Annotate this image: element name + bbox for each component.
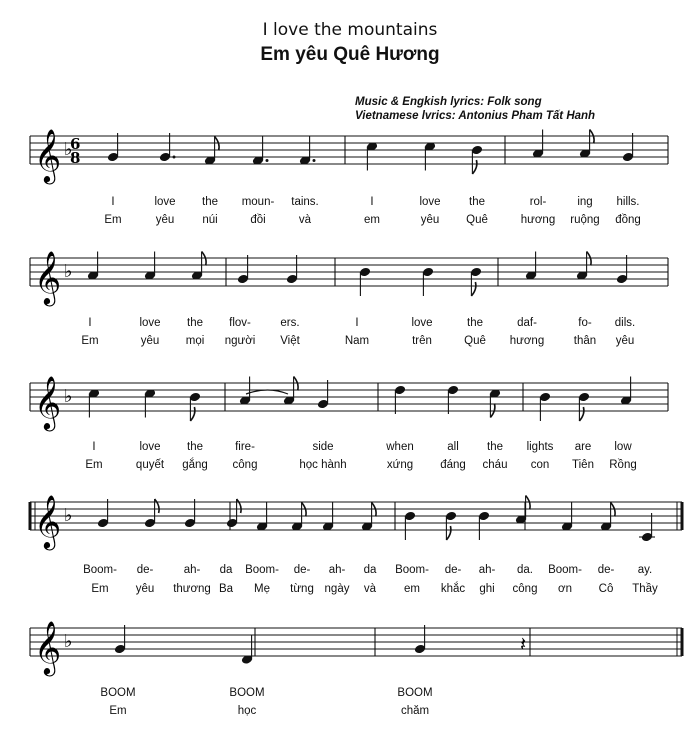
lyric-english: when [386,441,414,453]
lyric-vietnamese: yêu [615,335,635,347]
lyric-english: the [467,317,483,329]
lyric-vietnamese: Em [104,214,122,226]
note-flag [155,499,160,513]
lyric-vietnamese: ghi [479,583,495,595]
lyric-vietnamese: Tiên [572,459,594,471]
lyric-english: the [202,196,218,208]
lyric-vietnamese: Cô [598,583,614,595]
lyric-english: BOOM [397,687,433,699]
lyric-english: love [139,317,161,329]
lyric-vietnamese: Em [81,335,99,347]
lyric-english: lights [526,441,554,453]
time-signature-bottom: 8 [70,149,81,167]
lyric-vietnamese: đồng [615,214,641,226]
slur [246,390,288,394]
lyric-english: BOOM [100,687,136,699]
lyric-english: fire- [235,441,255,453]
quarter-rest-icon: 𝄽 [520,632,527,656]
lyric-english: hills. [616,196,640,208]
lyric-vietnamese: Em [85,459,103,471]
lyric-english: fo- [578,317,592,329]
lyric-vietnamese: công [232,459,258,471]
lyric-vietnamese: công [512,583,538,595]
lyric-english: I [370,196,374,208]
lyric-vietnamese: mọi [185,335,205,347]
credit-vietnamese-lyrics: Vietnamese lvrics: Antonius Pham Tất Hanh [355,110,596,122]
lyric-english: all [447,441,459,453]
lyric-english: love [419,196,441,208]
lyric-english: de- [444,564,462,576]
lyric-vietnamese: núi [202,214,218,226]
lyric-vietnamese: đồi [250,214,266,226]
lyric-vietnamese: cháu [482,459,508,471]
treble-clef-icon: 𝄞 [34,250,62,304]
song-title-vietnamese: Em yêu Quê Hương [260,44,440,65]
lyric-english: I [355,317,359,329]
treble-clef-icon: 𝄞 [34,620,62,674]
lyric-vietnamese: quyết [135,459,165,471]
note-dot [173,156,176,159]
lyric-english: de- [136,564,154,576]
lyric-english: de- [293,564,311,576]
key-signature-flat-icon: ♭ [64,139,73,160]
note-flag [472,160,477,174]
lyric-vietnamese: yêu [155,214,175,226]
lyric-vietnamese: Ba [218,583,234,595]
lyric-english: BOOM [229,687,265,699]
lyric-english: da [219,564,233,576]
note-flag [190,407,195,421]
lyric-vietnamese: từng [290,583,314,595]
key-signature-flat-icon: ♭ [64,505,73,526]
lyric-vietnamese: Việt [280,335,300,347]
lyric-english: the [187,441,203,453]
lyric-vietnamese: Rồng [609,459,637,471]
lyric-english: de- [597,564,615,576]
lyric-vietnamese: Em [91,583,109,595]
treble-clef-icon: 𝄞 [34,375,62,429]
lyric-vietnamese: chăm [400,705,430,717]
lyric-vietnamese: yêu [140,335,160,347]
lyric-english: the [469,196,485,208]
lyric-english: love [154,196,176,208]
lyric-vietnamese: hương [509,335,545,347]
note-flag [446,526,451,540]
lyric-vietnamese: ruộng [570,214,600,226]
lyric-english: Boom- [395,564,429,576]
lyric-vietnamese: Quê [464,335,486,347]
note-flag [579,407,584,421]
lyric-english: ing [577,196,593,208]
lyric-vietnamese: ngày [324,583,350,595]
lyric-vietnamese: Em [109,705,127,717]
lyric-english: low [614,441,632,453]
lyric-vietnamese: trên [412,335,432,347]
lyric-vietnamese: em [404,583,420,595]
note-flag [471,282,476,296]
lyric-english: ah- [183,564,201,576]
lyric-english: daf- [517,317,537,329]
lyric-english: ah- [328,564,346,576]
lyric-english: I [88,317,92,329]
lyric-vietnamese: con [530,459,550,471]
lyric-vietnamese: gắng [182,459,208,471]
lyric-english: rol- [529,196,547,208]
lyric-vietnamese: Nam [344,335,370,347]
lyric-english: the [187,317,203,329]
lyric-english: dils. [614,317,636,329]
lyric-vietnamese: thân [573,335,597,347]
lyric-english: Boom- [83,564,117,576]
lyric-english: I [92,441,96,453]
lyric-vietnamese: học hành [299,459,347,471]
lyric-vietnamese: yêu [135,583,155,595]
lyric-vietnamese: đáng [440,459,466,471]
treble-clef-icon: 𝄞 [34,494,62,548]
lyric-english: love [139,441,161,453]
lyric-english: tains. [291,196,319,208]
time-signature-top: 6 [70,135,81,153]
lyric-vietnamese: và [298,214,312,226]
lyric-english: I [111,196,115,208]
lyric-english: Boom- [548,564,582,576]
lyric-vietnamese: xứng [386,459,414,471]
lyric-vietnamese: khắc [440,583,466,595]
lyric-english: ers. [280,317,300,329]
lyric-english: side [312,441,334,453]
note-dot [313,159,316,162]
note-flag [237,499,242,513]
lyric-vietnamese: thương [173,583,211,595]
key-signature-flat-icon: ♭ [64,386,73,407]
key-signature-flat-icon: ♭ [64,261,73,282]
lyric-english: ay. [637,564,653,576]
lyric-english: ah- [478,564,496,576]
lyric-english: da [363,564,377,576]
lyric-english: are [574,441,592,453]
lyric-vietnamese: học [237,705,257,717]
lyric-vietnamese: Quê [466,214,488,226]
lyric-english: flov- [229,317,251,329]
key-signature-flat-icon: ♭ [64,631,73,652]
lyric-english: moun- [241,196,275,208]
lyric-english: love [411,317,433,329]
credit-music: Music & Engkish lyrics: Folk song [355,96,542,108]
lyric-vietnamese: hương [520,214,556,226]
treble-clef-icon: 𝄞 [34,128,62,182]
song-title-english: I love the mountains [262,20,438,40]
lyric-english: Boom- [245,564,279,576]
lyric-vietnamese: em [364,214,380,226]
lyric-vietnamese: ơn [558,583,572,595]
note-dot [266,159,269,162]
lyric-vietnamese: và [363,583,377,595]
lyric-vietnamese: yêu [420,214,440,226]
lyric-english: da. [517,564,533,576]
lyric-vietnamese: người [224,335,256,347]
lyric-english: the [487,441,503,453]
lyric-vietnamese: Thầy [632,583,658,595]
lyric-vietnamese: Mẹ [254,583,270,595]
